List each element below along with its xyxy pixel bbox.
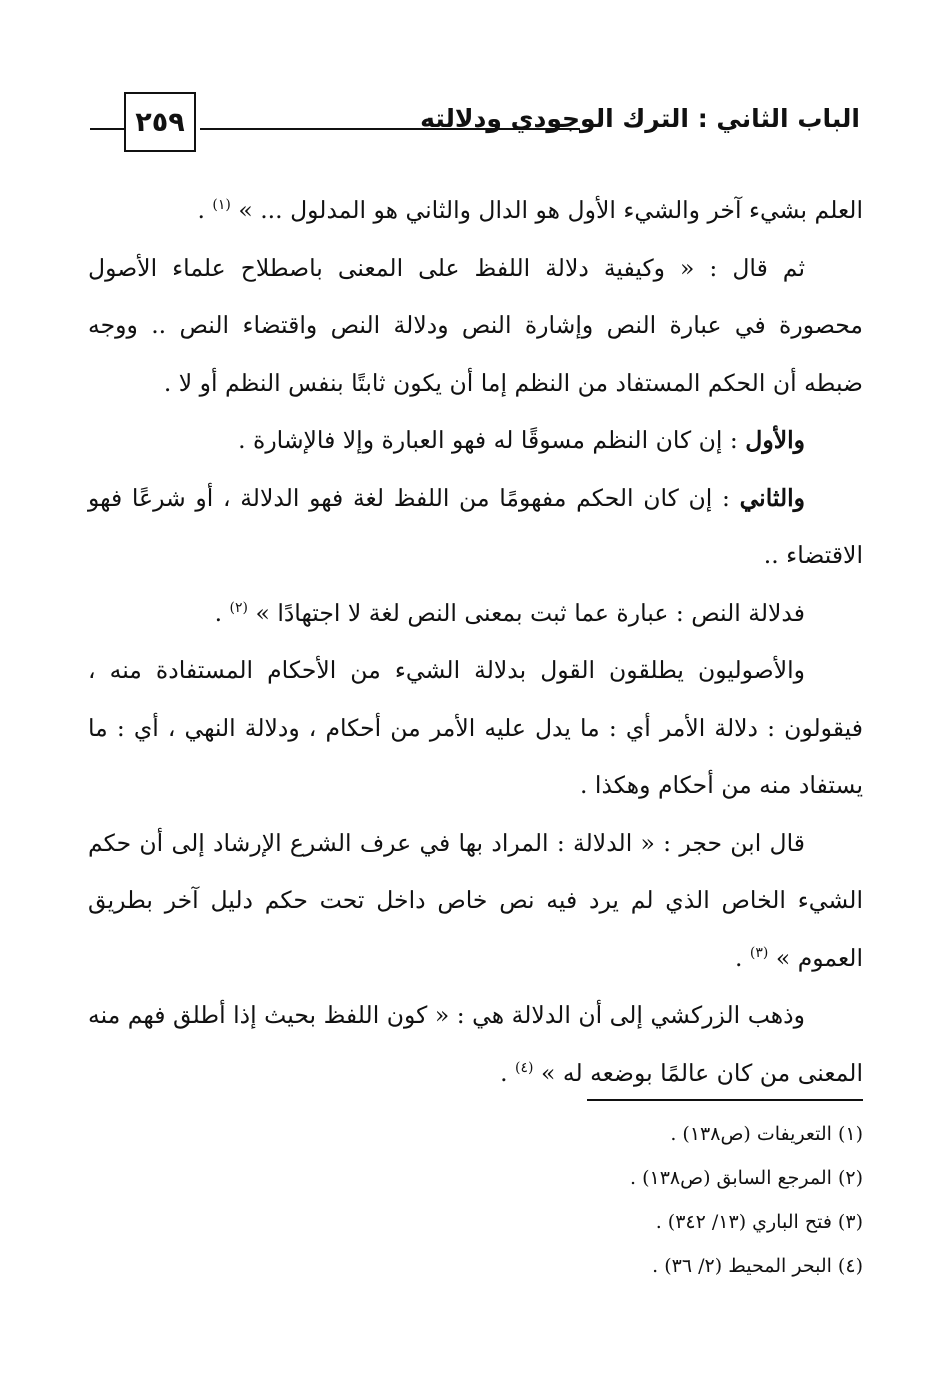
main-text xyxy=(88,182,863,1102)
paragraph-2 xyxy=(88,240,863,413)
footnote-ref-3: (٣) xyxy=(749,944,769,961)
paragraph-text: والأصوليون يطلقون القول بدلالة الشيء من الأحكام المستفادة منه ، فيقولون : دلالة الأمر أي : ما يدل عليه الأمر من أحكام ، ودلالة النهي ، أي : ما يستفاد منه من أحكام وهكذا . xyxy=(88,656,863,799)
paragraph-lead: والثاني xyxy=(739,483,805,512)
paragraph-5 xyxy=(88,585,863,643)
paragraph-text: وذهب الزركشي إلى أن الدلالة هي : « كون اللفظ بحيث إذا أطلق فهم منه المعنى من كان عالمًا بوضعه له » xyxy=(88,1001,863,1087)
paragraph-text: فدلالة النص : عبارة عما ثبت بمعنى النص لغة لا اجتهادًا » xyxy=(255,598,805,627)
footnote-ref-1: (١) xyxy=(212,197,231,214)
paragraph-text: العلم بشيء آخر والشيء الأول هو الدال والثاني هو المدلول ... » xyxy=(238,196,863,224)
footnote-ref-2: (٢) xyxy=(229,599,248,616)
paragraph-end: . xyxy=(734,943,750,972)
footnotes xyxy=(88,1112,863,1288)
paragraph-text: ثم قال : « وكيفية دلالة اللفظ على المعنى باصطلاح علماء الأصول محصورة في عبارة النص وإشارة النص ودلالة النص واقتضاء النص .. ووجه ضبطه أن الحكم المستفاد من النظم إما أن يكون ثابتًا بنفس النظم أو لا . xyxy=(88,253,863,397)
paragraph-lead: والأول xyxy=(745,426,805,454)
paragraph-end: . xyxy=(197,196,213,224)
page-number: ٢٥٩ xyxy=(124,92,196,152)
header-rule-left xyxy=(90,128,124,130)
paragraph-end: . xyxy=(500,1058,516,1087)
paragraph-4 xyxy=(88,470,863,585)
paragraph-6 xyxy=(88,642,863,815)
paragraph-text: : إن كان النظم مسوقًا له فهو العبارة وإلا فالإشارة . xyxy=(238,426,746,454)
page-header xyxy=(90,92,860,156)
paragraph-end: . xyxy=(214,598,230,627)
footnote-separator xyxy=(587,1099,863,1101)
paragraph-1 xyxy=(88,182,863,240)
footnote-ref-4: (٤) xyxy=(515,1059,534,1076)
paragraph-text: قال ابن حجر : « الدلالة : المراد بها في عرف الشرع الإرشاد إلى أن حكم الشيء الخاص الذي لم يرد فيه نص خاص داخل تحت حكم دليل آخر بطريق العموم » xyxy=(88,828,863,972)
paragraph-3 xyxy=(88,412,863,470)
footnote-3: (٣) فتح الباري (١٣/ ٣٤٢) . xyxy=(655,1211,863,1233)
footnote-1: (١) التعريفات (ص١٣٨) . xyxy=(670,1123,863,1145)
footnote-2: (٢) المرجع السابق (ص١٣٨) . xyxy=(629,1167,863,1189)
paragraph-7 xyxy=(88,815,863,988)
chapter-title: الباب الثاني : الترك الوجودي ودلالته xyxy=(420,104,860,133)
paragraph-8 xyxy=(88,987,863,1102)
footnote-4: (٤) البحر المحيط (٢/ ٣٦) . xyxy=(652,1255,863,1277)
paragraph-text: : إن كان الحكم مفهومًا من اللفظ لغة فهو الدلالة ، أو شرعًا فهو الاقتضاء .. xyxy=(88,483,863,569)
